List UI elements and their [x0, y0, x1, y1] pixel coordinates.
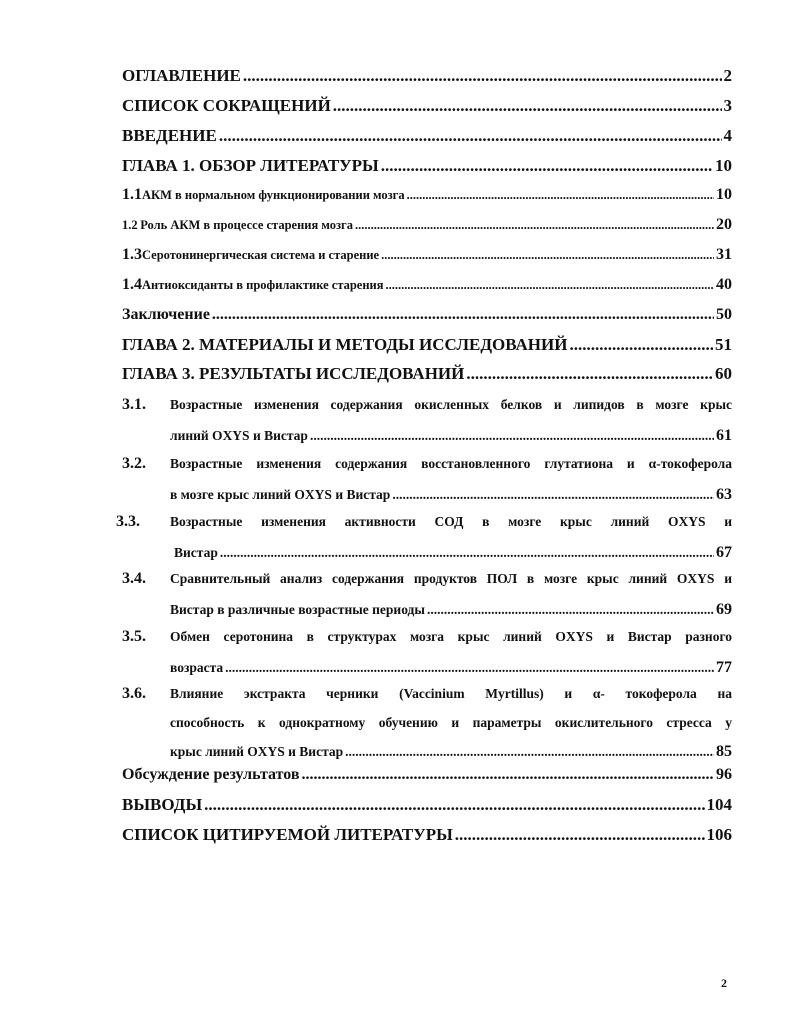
toc-page-number: 20	[716, 216, 732, 233]
toc-page-number: 69	[716, 601, 732, 618]
toc-title: Серотонинергическая система и старение	[142, 248, 380, 262]
toc-page-number: 61	[716, 427, 732, 444]
toc-entry-conclusion	[122, 306, 732, 324]
toc-section-number: 3.5.	[122, 628, 146, 645]
toc-title: СПИСОК СОКРАЩЕНИЙ	[122, 96, 331, 115]
toc-page-number: 106	[706, 825, 732, 844]
toc-entry-1-4	[122, 276, 732, 294]
toc-title-line: Вистар в различные возрастные периоды	[170, 602, 425, 617]
toc-title-line: Возрастные изменения активности СОД в мозге крыс линий OXYS и	[170, 514, 732, 529]
toc-entry-contents	[122, 66, 732, 86]
toc-entry-chapter-3	[122, 364, 732, 384]
toc-page-number: 85	[716, 743, 732, 760]
toc-title: АКМ в нормальном функционировании мозга	[142, 188, 405, 202]
toc-entry-discussion	[122, 766, 732, 784]
toc-page-number: 3	[723, 96, 732, 115]
toc-title: Обсуждение результатов	[122, 766, 300, 783]
toc-title-line: в мозге крыс линий OXYS и Вистар	[170, 487, 391, 502]
toc-page-number: 96	[716, 766, 732, 783]
toc-title-line: Возрастные изменения содержания окисленных белков и липидов в мозге крыс	[170, 397, 732, 412]
toc-entry-3-6	[122, 685, 732, 761]
toc-title-line: Обмен серотонина в структурах мозга крыс линий OXYS и Вистар разного	[170, 629, 732, 644]
toc-section-number: 3.4.	[122, 570, 146, 587]
toc-entry-3-2	[122, 455, 732, 504]
toc-entry-3-3	[116, 513, 732, 562]
toc-entry-1-2	[122, 216, 732, 234]
toc-section-number: 3.2.	[122, 455, 146, 472]
toc-title: ГЛАВА 2. МАТЕРИАЛЫ И МЕТОДЫ ИССЛЕДОВАНИЙ	[122, 335, 568, 354]
toc-entry-findings	[122, 795, 732, 815]
toc-section-number: 1.4	[122, 276, 142, 293]
toc-section-number: 1.2	[122, 218, 138, 232]
toc-page-number: 51	[715, 335, 732, 354]
toc-title-line: Сравнительный анализ содержания продуктов ПОЛ в мозге крыс линий OXYS и	[170, 571, 732, 586]
toc-title-line: линий OXYS и Вистар	[170, 428, 308, 443]
toc-title: СПИСОК ЦИТИРУЕМОЙ ЛИТЕРАТУРЫ	[122, 825, 453, 844]
toc-title: ГЛАВА 3. РЕЗУЛЬТАТЫ ИССЛЕДОВАНИЙ	[122, 364, 465, 383]
toc-title-line: способность к однократному обучению и параметры окислительного стресса у	[170, 715, 732, 730]
toc-entry-chapter-1	[122, 156, 732, 176]
toc-title-line: Вистар	[174, 545, 218, 560]
toc-page-number: 40	[716, 276, 732, 293]
toc-page-number: 63	[716, 486, 732, 503]
toc-page-number: 2	[723, 66, 732, 85]
toc-entry-abbreviations	[122, 96, 732, 116]
toc-entry-references	[122, 825, 732, 845]
toc-entry-3-4	[122, 570, 732, 619]
toc-entry-3-5	[122, 628, 732, 677]
toc-page-number: 4	[723, 126, 732, 145]
toc-title: ВВЕДЕНИЕ	[122, 126, 217, 145]
toc-page-number: 10	[716, 186, 732, 203]
toc-title: ОГЛАВЛЕНИЕ	[122, 66, 241, 85]
toc-section-number: 3.3.	[116, 513, 140, 530]
toc-page-number: 50	[716, 306, 732, 323]
toc-title: Роль АКМ в процессе старения мозга	[140, 218, 353, 232]
toc-section-number: 3.6.	[122, 685, 146, 702]
toc-title-line: возраста	[170, 660, 224, 675]
toc-page-number: 60	[715, 364, 732, 383]
toc-page-number: 104	[706, 795, 732, 814]
toc-title: ВЫВОДЫ	[122, 795, 203, 814]
toc-title: Заключение	[122, 306, 210, 323]
toc-page-number: 67	[716, 544, 732, 561]
toc-title-line: Влияние экстракта черники (Vaccinium Myrtillus) и α- токоферола на	[170, 686, 732, 701]
toc-section-number: 1.1	[122, 186, 142, 203]
toc-page-number: 77	[716, 659, 732, 676]
toc-page-number: 31	[716, 246, 732, 263]
toc-entry-1-3	[122, 246, 732, 264]
toc-title: Антиоксиданты в профилактике старения	[142, 278, 384, 292]
toc-title: ГЛАВА 1. ОБЗОР ЛИТЕРАТУРЫ	[122, 156, 379, 175]
toc-entry-chapter-2	[122, 335, 732, 355]
toc-entry-3-1	[122, 396, 732, 445]
toc-section-number: 3.1.	[122, 396, 146, 413]
toc-section-number: 1.3	[122, 246, 142, 263]
toc-title-line: крыс линий OXYS и Вистар	[170, 744, 344, 759]
toc-page-number: 10	[715, 156, 732, 175]
toc-entry-introduction	[122, 126, 732, 146]
page-number: 2	[721, 976, 727, 990]
toc-title-line: Возрастные изменения содержания восстановленного глутатиона и α-токоферола	[170, 456, 732, 471]
toc-entry-1-1	[122, 186, 732, 204]
